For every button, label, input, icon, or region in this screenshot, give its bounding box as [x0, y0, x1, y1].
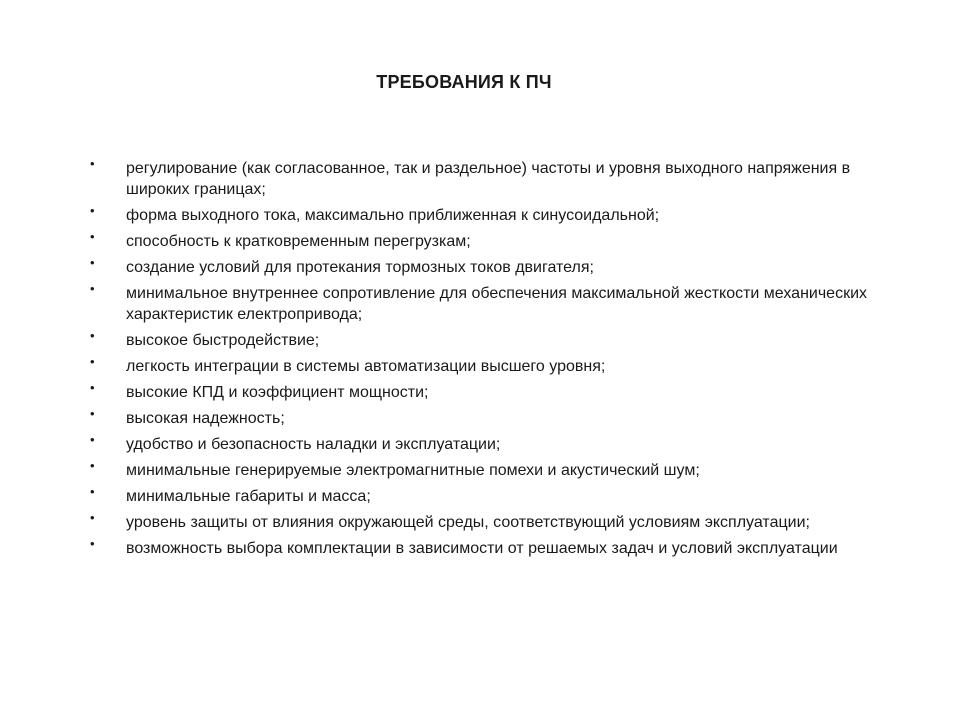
list-item — [90, 231, 880, 252]
list-item-text: минимальные габариты и масса; — [126, 488, 371, 505]
list-item — [90, 486, 880, 507]
list-item-text: создание условий для протекания тормозных токов двигателя; — [126, 259, 594, 276]
list-item-text: высокое быстродействие; — [126, 332, 320, 349]
bullet-icon: • — [90, 229, 95, 244]
list-item-text: уровень защиты от влияния окружающей среды, соответствующий условиям эксплуатации; — [126, 514, 810, 531]
list-item — [90, 158, 880, 200]
list-item — [90, 512, 880, 533]
requirements-list — [90, 158, 880, 564]
bullet-icon: • — [90, 484, 95, 499]
list-item-text: легкость интеграции в системы автоматизации высшего уровня; — [126, 358, 606, 375]
bullet-icon: • — [90, 510, 95, 525]
list-item-text: высокая надежность; — [126, 410, 285, 427]
bullet-icon: • — [90, 458, 95, 473]
list-item-text: минимальное внутреннее сопротивление для обеспечения максимальной жесткости механических характеристик електропривода; — [126, 285, 868, 323]
list-item-text: возможность выбора комплектации в зависимости от решаемых задач и условий эксплуатации — [126, 540, 838, 557]
list-item-text: форма выходного тока, максимально приближенная к синусоидальной; — [126, 207, 660, 224]
list-item-text: удобство и безопасность наладки и эксплуатации; — [126, 436, 501, 453]
bullet-icon: • — [90, 354, 95, 369]
list-item — [90, 283, 880, 325]
bullet-icon: • — [90, 432, 95, 447]
list-item — [90, 460, 880, 481]
bullet-icon: • — [90, 255, 95, 270]
bullet-icon: • — [90, 203, 95, 218]
list-item-text: способность к кратковременным перегрузкам; — [126, 233, 471, 250]
list-item-text: минимальные генерируемые электромагнитные помехи и акустический шум; — [126, 462, 700, 479]
list-item-text: регулирование (как согласованное, так и раздельное) частоты и уровня выходного напряжения в широких границах; — [126, 160, 851, 198]
list-item-text: высокие КПД и коэффициент мощности; — [126, 384, 429, 401]
bullet-icon: • — [90, 281, 95, 296]
bullet-icon: • — [90, 406, 95, 421]
bullet-icon: • — [90, 156, 95, 171]
list-item — [90, 408, 880, 429]
bullet-icon: • — [90, 328, 95, 343]
list-item — [90, 538, 880, 559]
list-item — [90, 382, 880, 403]
slide-title: ТРЕБОВАНИЯ К ПЧ — [376, 72, 552, 92]
list-item — [90, 356, 880, 377]
bullet-icon: • — [90, 536, 95, 551]
bullet-icon: • — [90, 380, 95, 395]
list-item — [90, 257, 880, 278]
list-item — [90, 434, 880, 455]
list-item — [90, 330, 880, 351]
list-item — [90, 205, 880, 226]
